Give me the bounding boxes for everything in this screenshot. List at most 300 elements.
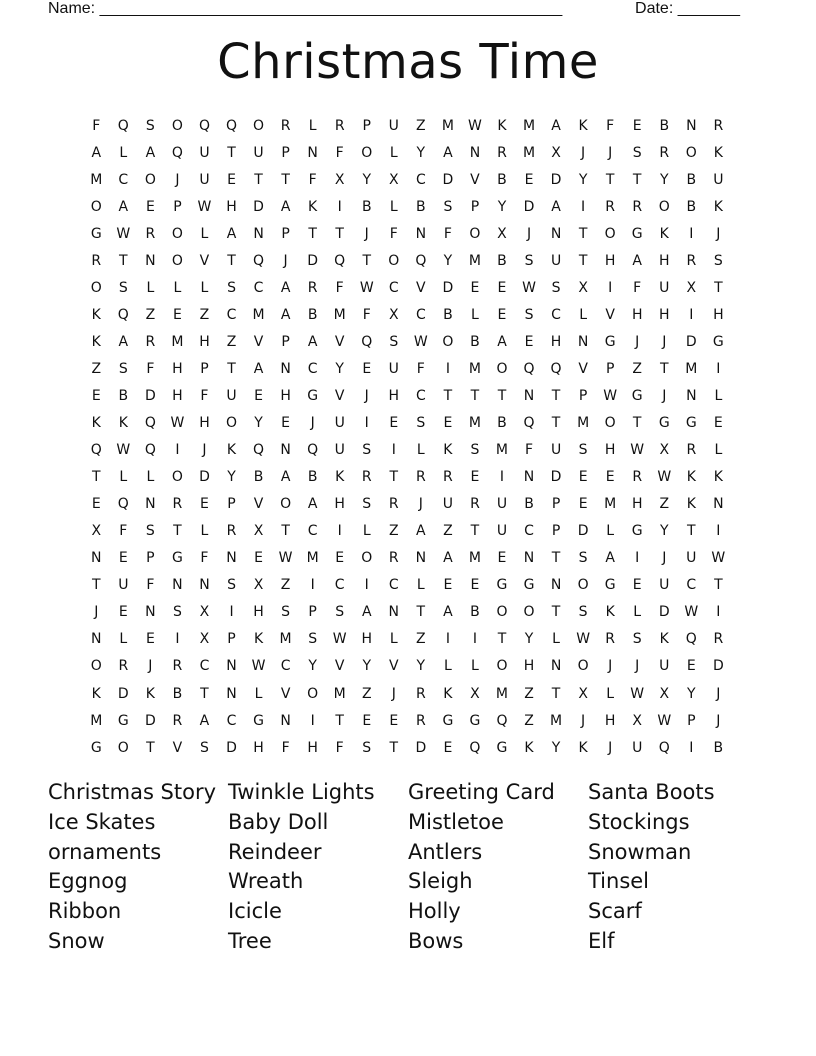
grid-letter[interactable]: R [686, 252, 697, 269]
grid-letter[interactable]: B [307, 469, 318, 486]
grid-letter[interactable]: P [551, 523, 561, 540]
grid-letter[interactable]: M [468, 252, 482, 269]
grid-letter[interactable]: U [632, 739, 643, 756]
grid-letter[interactable]: J [94, 604, 99, 621]
grid-letter[interactable]: H [550, 333, 562, 350]
grid-letter[interactable]: Q [198, 117, 211, 134]
grid-letter[interactable]: R [388, 496, 400, 513]
grid-letter[interactable]: P [281, 225, 291, 242]
grid-letter[interactable]: M [495, 685, 509, 702]
grid-letter[interactable]: G [171, 550, 184, 567]
grid-letter[interactable]: A [280, 306, 291, 323]
grid-letter[interactable]: Z [632, 360, 643, 377]
grid-letter[interactable]: R [307, 279, 319, 296]
grid-letter[interactable]: L [471, 306, 480, 323]
grid-letter[interactable]: I [716, 604, 721, 621]
grid-letter[interactable]: G [253, 712, 265, 729]
grid-letter[interactable]: L [633, 604, 642, 621]
grid-letter[interactable]: O [171, 469, 184, 486]
grid-letter[interactable]: G [604, 577, 617, 594]
grid-letter[interactable]: I [175, 442, 180, 459]
grid-letter[interactable]: Y [227, 469, 237, 486]
grid-letter[interactable]: P [362, 117, 372, 134]
grid-letter[interactable]: Z [388, 523, 400, 540]
grid-letter[interactable]: M [90, 171, 103, 188]
grid-letter[interactable]: F [92, 117, 101, 134]
grid-letter[interactable]: I [364, 415, 370, 432]
grid-letter[interactable]: T [416, 604, 426, 621]
grid-letter[interactable]: O [496, 604, 508, 621]
grid-letter[interactable]: C [118, 171, 129, 188]
grid-letter[interactable]: B [172, 685, 183, 702]
grid-letter[interactable]: I [689, 739, 694, 756]
grid-letter[interactable]: O [469, 225, 481, 242]
grid-letter[interactable]: T [173, 523, 183, 540]
grid-letter[interactable]: E [91, 496, 102, 513]
grid-letter[interactable]: E [200, 496, 210, 513]
grid-letter[interactable]: L [362, 523, 372, 540]
grid-letter[interactable]: R [605, 198, 616, 215]
grid-letter[interactable]: E [281, 415, 291, 432]
grid-letter[interactable]: X [388, 306, 400, 323]
grid-letter[interactable]: G [90, 739, 103, 756]
grid-letter[interactable]: T [578, 252, 588, 269]
grid-letter[interactable]: C [307, 523, 319, 540]
grid-letter[interactable]: Y [551, 739, 561, 756]
grid-letter[interactable]: F [200, 550, 209, 567]
grid-letter[interactable]: N [226, 658, 238, 675]
grid-letter[interactable]: M [550, 712, 563, 729]
grid-letter[interactable]: S [578, 442, 589, 459]
grid-letter[interactable]: O [307, 685, 319, 702]
grid-letter[interactable]: T [119, 252, 129, 269]
grid-letter[interactable]: H [253, 739, 265, 756]
grid-letter[interactable]: M [468, 415, 482, 432]
grid-letter[interactable]: E [172, 306, 183, 323]
grid-letter[interactable]: L [443, 658, 453, 675]
grid-letter[interactable]: K [226, 442, 237, 459]
grid-letter[interactable]: L [254, 685, 263, 702]
grid-letter[interactable]: R [632, 469, 643, 486]
grid-letter[interactable]: R [118, 658, 129, 675]
grid-letter[interactable]: C [388, 279, 400, 296]
grid-letter[interactable]: K [713, 469, 724, 486]
grid-letter[interactable]: U [496, 496, 508, 513]
grid-letter[interactable]: N [280, 712, 292, 729]
grid-letter[interactable]: Y [416, 658, 426, 675]
grid-letter[interactable]: R [334, 117, 346, 134]
grid-letter[interactable]: B [686, 198, 697, 215]
grid-letter[interactable]: U [550, 252, 562, 269]
grid-letter[interactable]: T [389, 469, 399, 486]
grid-letter[interactable]: N [145, 496, 157, 513]
grid-letter[interactable]: G [631, 523, 644, 540]
grid-letter[interactable]: G [496, 739, 508, 756]
grid-letter[interactable]: M [495, 442, 509, 459]
grid-letter[interactable]: A [199, 712, 210, 729]
grid-letter[interactable]: W [278, 550, 294, 567]
grid-letter[interactable]: K [145, 685, 156, 702]
grid-letter[interactable]: S [362, 739, 372, 756]
grid-letter[interactable]: N [523, 550, 535, 567]
grid-letter[interactable]: O [90, 198, 103, 215]
grid-letter[interactable]: C [199, 658, 210, 675]
grid-letter[interactable]: K [91, 415, 102, 432]
grid-letter[interactable]: K [713, 198, 724, 215]
grid-letter[interactable]: U [686, 550, 697, 567]
grid-letter[interactable]: K [578, 117, 589, 134]
grid-letter[interactable]: I [716, 360, 721, 377]
grid-letter[interactable]: J [635, 658, 640, 675]
grid-letter[interactable]: S [713, 252, 724, 269]
grid-letter[interactable]: T [605, 171, 615, 188]
grid-letter[interactable]: K [686, 469, 697, 486]
grid-letter[interactable]: H [631, 306, 643, 323]
grid-letter[interactable]: L [200, 523, 209, 540]
grid-letter[interactable]: F [119, 523, 128, 540]
grid-letter[interactable]: D [577, 523, 589, 540]
grid-letter[interactable]: N [145, 604, 157, 621]
grid-letter[interactable]: T [470, 387, 480, 404]
grid-letter[interactable]: T [687, 523, 697, 540]
grid-letter[interactable]: N [91, 550, 103, 567]
grid-letter[interactable]: T [551, 685, 561, 702]
grid-letter[interactable]: R [145, 225, 156, 242]
grid-letter[interactable]: H [172, 387, 184, 404]
grid-letter[interactable]: B [686, 171, 697, 188]
grid-letter[interactable]: A [361, 604, 373, 621]
grid-letter[interactable]: E [497, 306, 507, 323]
grid-letter[interactable]: M [333, 685, 347, 702]
grid-letter[interactable]: S [551, 279, 562, 296]
grid-letter[interactable]: O [604, 415, 617, 432]
grid-letter[interactable]: T [281, 171, 291, 188]
grid-letter[interactable]: M [252, 306, 266, 323]
grid-letter[interactable]: S [524, 306, 534, 323]
grid-letter[interactable]: D [307, 252, 319, 269]
grid-letter[interactable]: Q [171, 144, 184, 161]
grid-letter[interactable]: K [713, 144, 724, 161]
grid-letter[interactable]: F [335, 279, 345, 296]
grid-letter[interactable]: T [200, 685, 210, 702]
grid-letter[interactable]: O [144, 171, 157, 188]
grid-letter[interactable]: H [631, 496, 643, 513]
grid-letter[interactable]: G [631, 225, 644, 242]
grid-letter[interactable]: Q [117, 496, 130, 513]
grid-letter[interactable]: U [659, 577, 670, 594]
grid-letter[interactable]: X [199, 604, 210, 621]
grid-letter[interactable]: E [443, 739, 453, 756]
grid-letter[interactable]: E [713, 415, 724, 432]
grid-letter[interactable]: L [714, 387, 723, 404]
grid-letter[interactable]: D [442, 171, 454, 188]
grid-letter[interactable]: G [469, 712, 481, 729]
grid-letter[interactable]: L [173, 279, 182, 296]
grid-letter[interactable]: H [199, 415, 211, 432]
grid-letter[interactable]: I [608, 279, 613, 296]
grid-letter[interactable]: D [253, 198, 265, 215]
grid-letter[interactable]: T [335, 712, 345, 729]
grid-letter[interactable]: Z [361, 685, 373, 702]
grid-letter[interactable]: H [280, 387, 292, 404]
grid-letter[interactable]: M [522, 144, 536, 161]
grid-letter[interactable]: F [524, 442, 534, 459]
grid-letter[interactable]: K [335, 469, 345, 486]
grid-letter[interactable]: R [226, 523, 237, 540]
grid-letter[interactable]: G [685, 415, 698, 432]
grid-letter[interactable]: O [658, 198, 671, 215]
grid-letter[interactable]: U [388, 360, 400, 377]
grid-letter[interactable]: Q [253, 442, 265, 459]
grid-letter[interactable]: G [442, 712, 454, 729]
grid-letter[interactable]: K [524, 739, 535, 756]
grid-letter[interactable]: W [116, 442, 131, 459]
grid-letter[interactable]: T [91, 577, 102, 594]
grid-letter[interactable]: E [91, 387, 102, 404]
grid-letter[interactable]: W [657, 712, 672, 729]
grid-letter[interactable]: C [551, 306, 562, 323]
grid-letter[interactable]: N [388, 604, 400, 621]
grid-letter[interactable]: E [632, 117, 643, 134]
grid-letter[interactable]: O [225, 415, 238, 432]
grid-letter[interactable]: H [523, 658, 535, 675]
grid-letter[interactable]: T [632, 171, 642, 188]
grid-letter[interactable]: K [308, 198, 318, 215]
grid-letter[interactable]: F [633, 279, 642, 296]
grid-letter[interactable]: R [172, 496, 183, 513]
grid-letter[interactable]: M [306, 550, 320, 567]
grid-letter[interactable]: U [388, 117, 400, 134]
grid-letter[interactable]: Q [117, 306, 130, 323]
grid-letter[interactable]: X [578, 279, 589, 296]
grid-letter[interactable]: F [146, 360, 155, 377]
grid-letter[interactable]: E [686, 658, 697, 675]
grid-letter[interactable]: C [524, 523, 535, 540]
grid-letter[interactable]: E [497, 550, 507, 567]
grid-letter[interactable]: A [118, 333, 129, 350]
grid-letter[interactable]: O [90, 658, 103, 675]
grid-letter[interactable]: E [145, 198, 156, 215]
grid-letter[interactable]: K [91, 333, 102, 350]
grid-letter[interactable]: D [550, 171, 562, 188]
grid-letter[interactable]: R [605, 631, 616, 648]
grid-letter[interactable]: A [632, 252, 643, 269]
grid-letter[interactable]: T [362, 252, 372, 269]
grid-letter[interactable]: U [442, 496, 454, 513]
grid-letter[interactable]: G [496, 577, 508, 594]
grid-letter[interactable]: T [227, 252, 237, 269]
grid-letter[interactable]: A [497, 333, 508, 350]
grid-letter[interactable]: N [415, 225, 427, 242]
grid-letter[interactable]: B [497, 252, 508, 269]
grid-letter[interactable]: K [443, 442, 453, 459]
grid-letter[interactable]: Q [550, 360, 563, 377]
grid-letter[interactable]: N [523, 387, 535, 404]
grid-letter[interactable]: S [227, 279, 237, 296]
grid-letter[interactable]: R [91, 252, 102, 269]
grid-letter[interactable]: J [608, 658, 613, 675]
grid-letter[interactable]: J [175, 171, 180, 188]
grid-letter[interactable]: R [713, 631, 724, 648]
grid-letter[interactable]: O [361, 550, 373, 567]
grid-letter[interactable]: T [227, 360, 237, 377]
grid-letter[interactable]: T [146, 739, 156, 756]
grid-letter[interactable]: O [280, 496, 292, 513]
grid-letter[interactable]: Q [144, 415, 157, 432]
grid-letter[interactable]: X [388, 171, 400, 188]
grid-letter[interactable]: E [470, 279, 480, 296]
grid-letter[interactable]: B [713, 739, 724, 756]
grid-letter[interactable]: D [226, 739, 238, 756]
grid-letter[interactable]: M [441, 117, 455, 134]
grid-letter[interactable]: L [146, 279, 155, 296]
grid-letter[interactable]: Q [523, 360, 536, 377]
grid-letter[interactable]: X [253, 577, 264, 594]
grid-letter[interactable]: B [307, 306, 318, 323]
grid-letter[interactable]: W [413, 333, 429, 350]
grid-letter[interactable]: B [443, 306, 454, 323]
grid-letter[interactable]: H [604, 712, 616, 729]
grid-letter[interactable]: L [389, 144, 399, 161]
grid-letter[interactable]: T [659, 360, 670, 377]
grid-letter[interactable]: J [716, 712, 721, 729]
grid-letter[interactable]: A [226, 225, 237, 242]
grid-letter[interactable]: M [90, 712, 103, 729]
grid-letter[interactable]: K [443, 685, 453, 702]
grid-letter[interactable]: V [253, 333, 264, 350]
grid-letter[interactable]: Q [225, 117, 238, 134]
grid-letter[interactable]: A [118, 198, 129, 215]
grid-letter[interactable]: R [713, 117, 724, 134]
grid-letter[interactable]: Z [226, 333, 237, 350]
grid-letter[interactable]: F [443, 225, 453, 242]
grid-letter[interactable]: T [389, 739, 399, 756]
grid-letter[interactable]: E [362, 712, 372, 729]
grid-letter[interactable]: N [280, 442, 292, 459]
grid-letter[interactable]: R [388, 550, 400, 567]
grid-letter[interactable]: X [199, 631, 210, 648]
grid-letter[interactable]: P [470, 198, 480, 215]
grid-letter[interactable]: U [713, 171, 724, 188]
grid-letter[interactable]: D [415, 739, 427, 756]
grid-letter[interactable]: R [470, 496, 481, 513]
grid-letter[interactable]: I [337, 198, 343, 215]
grid-letter[interactable]: Z [145, 306, 156, 323]
grid-letter[interactable]: H [604, 442, 616, 459]
grid-letter[interactable]: I [581, 198, 586, 215]
grid-letter[interactable]: V [253, 496, 264, 513]
grid-letter[interactable]: A [145, 144, 156, 161]
grid-letter[interactable]: F [308, 171, 318, 188]
grid-letter[interactable]: F [335, 144, 345, 161]
grid-letter[interactable]: N [550, 577, 562, 594]
grid-letter[interactable]: P [605, 360, 615, 377]
grid-letter[interactable]: W [603, 387, 618, 404]
grid-letter[interactable]: G [658, 415, 671, 432]
grid-letter[interactable]: H [388, 387, 400, 404]
grid-letter[interactable]: E [632, 577, 643, 594]
grid-letter[interactable]: E [524, 333, 534, 350]
grid-letter[interactable]: O [496, 658, 508, 675]
grid-letter[interactable]: R [145, 333, 156, 350]
grid-letter[interactable]: F [606, 117, 615, 134]
grid-letter[interactable]: M [522, 117, 536, 134]
grid-letter[interactable]: D [658, 604, 671, 621]
grid-letter[interactable]: I [635, 550, 640, 567]
grid-letter[interactable]: N [91, 631, 103, 648]
grid-letter[interactable]: H [604, 252, 616, 269]
grid-letter[interactable]: N [307, 144, 319, 161]
grid-letter[interactable]: A [443, 550, 454, 567]
grid-letter[interactable]: X [659, 442, 670, 459]
grid-letter[interactable]: E [254, 387, 264, 404]
grid-letter[interactable]: S [281, 604, 291, 621]
grid-letter[interactable]: N [523, 469, 535, 486]
grid-letter[interactable]: H [253, 604, 265, 621]
grid-letter[interactable]: S [227, 577, 237, 594]
grid-letter[interactable]: O [117, 739, 130, 756]
grid-letter[interactable]: Q [334, 252, 346, 269]
grid-letter[interactable]: T [497, 387, 507, 404]
grid-letter[interactable]: O [577, 658, 590, 675]
grid-letter[interactable]: U [334, 415, 346, 432]
grid-letter[interactable]: G [604, 333, 617, 350]
grid-letter[interactable]: E [254, 550, 264, 567]
grid-letter[interactable]: U [496, 523, 508, 540]
grid-letter[interactable]: N [550, 225, 562, 242]
grid-letter[interactable]: Y [524, 631, 534, 648]
grid-letter[interactable]: Y [659, 171, 670, 188]
grid-letter[interactable]: I [499, 469, 505, 486]
grid-letter[interactable]: A [91, 144, 102, 161]
grid-letter[interactable]: T [470, 523, 480, 540]
grid-letter[interactable]: N [686, 117, 698, 134]
grid-letter[interactable]: M [171, 333, 184, 350]
grid-letter[interactable]: I [229, 604, 235, 621]
grid-letter[interactable]: N [577, 333, 589, 350]
grid-letter[interactable]: N [226, 550, 238, 567]
grid-letter[interactable]: L [416, 442, 426, 459]
grid-letter[interactable]: I [310, 577, 316, 594]
grid-letter[interactable]: O [523, 604, 536, 621]
grid-letter[interactable]: B [497, 415, 508, 432]
grid-letter[interactable]: L [389, 631, 399, 648]
grid-letter[interactable]: T [497, 631, 507, 648]
grid-letter[interactable]: H [226, 198, 238, 215]
grid-letter[interactable]: T [551, 387, 561, 404]
grid-letter[interactable]: R [443, 469, 454, 486]
grid-letter[interactable]: Y [416, 144, 426, 161]
grid-letter[interactable]: X [91, 523, 102, 540]
grid-letter[interactable]: X [470, 685, 481, 702]
grid-letter[interactable]: U [253, 144, 265, 161]
grid-letter[interactable]: C [686, 577, 697, 594]
grid-letter[interactable]: J [364, 387, 370, 404]
grid-letter[interactable]: H [199, 333, 211, 350]
grid-letter[interactable]: B [659, 117, 670, 134]
grid-letter[interactable]: D [144, 387, 157, 404]
grid-letter[interactable]: F [362, 306, 372, 323]
grid-letter[interactable]: Y [687, 685, 697, 702]
grid-letter[interactable]: S [632, 144, 643, 161]
grid-letter[interactable]: H [713, 306, 725, 323]
grid-letter[interactable]: B [416, 198, 427, 215]
grid-letter[interactable]: J [716, 225, 721, 242]
grid-letter[interactable]: R [659, 144, 670, 161]
grid-letter[interactable]: V [578, 360, 589, 377]
grid-letter[interactable]: T [308, 225, 318, 242]
grid-letter[interactable]: T [281, 523, 291, 540]
